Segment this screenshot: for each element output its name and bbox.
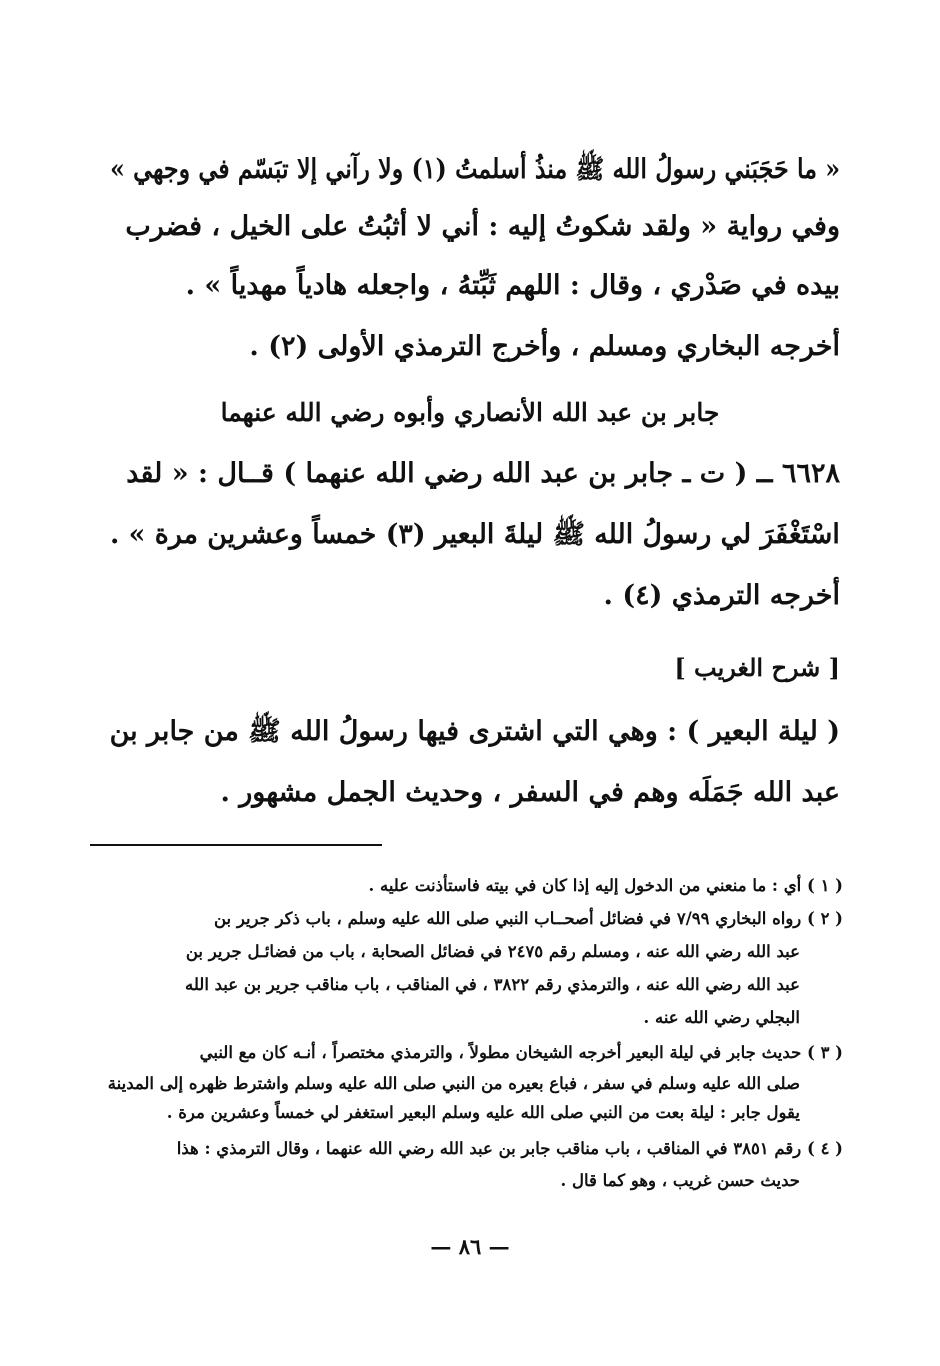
hadith-line-1: ٦٦٢٨ ــ ( ت ـ جابر بن عبد الله رضي الله عنهما ) قــال : « لقد [126, 458, 840, 489]
footnote-3: ( ٣ ) حديث جابر في ليلة البعير أخرجه الشيخان مطولاً ، والترمذي مختصراً ، أنـه كان مع النبي [199, 1043, 843, 1062]
hadith-line-2: اسْتَغْفَرَ لي رسولُ الله ﷺ ليلةَ البعير (٣) خمساً وعشرين مرة » . [110, 519, 840, 550]
body-line-1: « ما حَجَبَني رسولُ الله ﷺ منذُ أسلمتُ (١) ولا رآني إلا تبَسّم في وجهي » [109, 154, 840, 185]
gloss-title: [ شرح الغريب ] [674, 653, 840, 682]
gloss-line-1: ( ليلة البعير ) : وهي التي اشترى فيها رسولُ الله ﷺ من جابر بن [109, 716, 840, 747]
body-line-4: أخرجه البخاري ومسلم ، وأخرج الترمذي الأولى (٢) . [249, 331, 840, 362]
footnote-2: ( ٢ ) رواه البخاري ٧/٩٩ في فضائل أصحــاب النبي صلى الله عليه وسلم ، باب ذكر جرير بن [213, 909, 843, 928]
footnote-1: ( ١ ) أي : ما منعني من الدخول إليه إذا كان في بيته فاستأذنت عليه . [368, 876, 843, 895]
hadith-line-3: أخرجه الترمذي (٤) . [603, 580, 840, 611]
footnote-separator [90, 844, 382, 846]
footnote-3-cont-2: يقول جابر : ليلة بعت من النبي صلى الله عليه وسلم البعير استغفر لي خمساً وعشرين مرة . [166, 1103, 800, 1122]
footnote-2-cont-2: عبد الله رضي الله عنه ، والترمذي رقم ٣٨٢٢ ، في المناقب ، باب مناقب جرير بن عبد الله [184, 975, 800, 994]
footnote-2-cont-3: البجلي رضي الله عنه . [643, 1008, 800, 1027]
footnote-2-cont-1: عبد الله رضي الله عنه ، ومسلم رقم ٢٤٧٥ في فضائل الصحابة ، باب من فضائـل جرير بن [185, 942, 800, 961]
body-line-2: وفي رواية « ولقد شكوتُ إليه : أني لا أثبُتُ على الخيل ، فضرب [125, 211, 840, 242]
body-line-3: بيده في صَدْري ، وقال : اللهم ثَبِّتهُ ، واجعله هادياً مهدياً » . [185, 270, 840, 301]
page-number: — ٨٦ — [430, 1234, 510, 1259]
gloss-line-2: عبد الله جَمَلَه وهم في السفر ، وحديث الجمل مشهور . [220, 777, 840, 808]
footnote-4-cont-1: حديث حسن غريب ، وهو كما قال . [560, 1171, 800, 1190]
footnote-3-cont-1: صلى الله عليه وسلم في سفر ، فباع بعيره من النبي صلى الله عليه وسلم واشترط ظهره إلى المدينة [107, 1074, 800, 1093]
section-heading: جابر بن عبد الله الأنصاري وأبوه رضي الله عنهما [220, 398, 720, 427]
footnote-4: ( ٤ ) رقم ٣٨٥١ في المناقب ، باب مناقب جابر بن عبد الله رضي الله عنهما ، وقال الترمذي : هذا [176, 1139, 843, 1158]
